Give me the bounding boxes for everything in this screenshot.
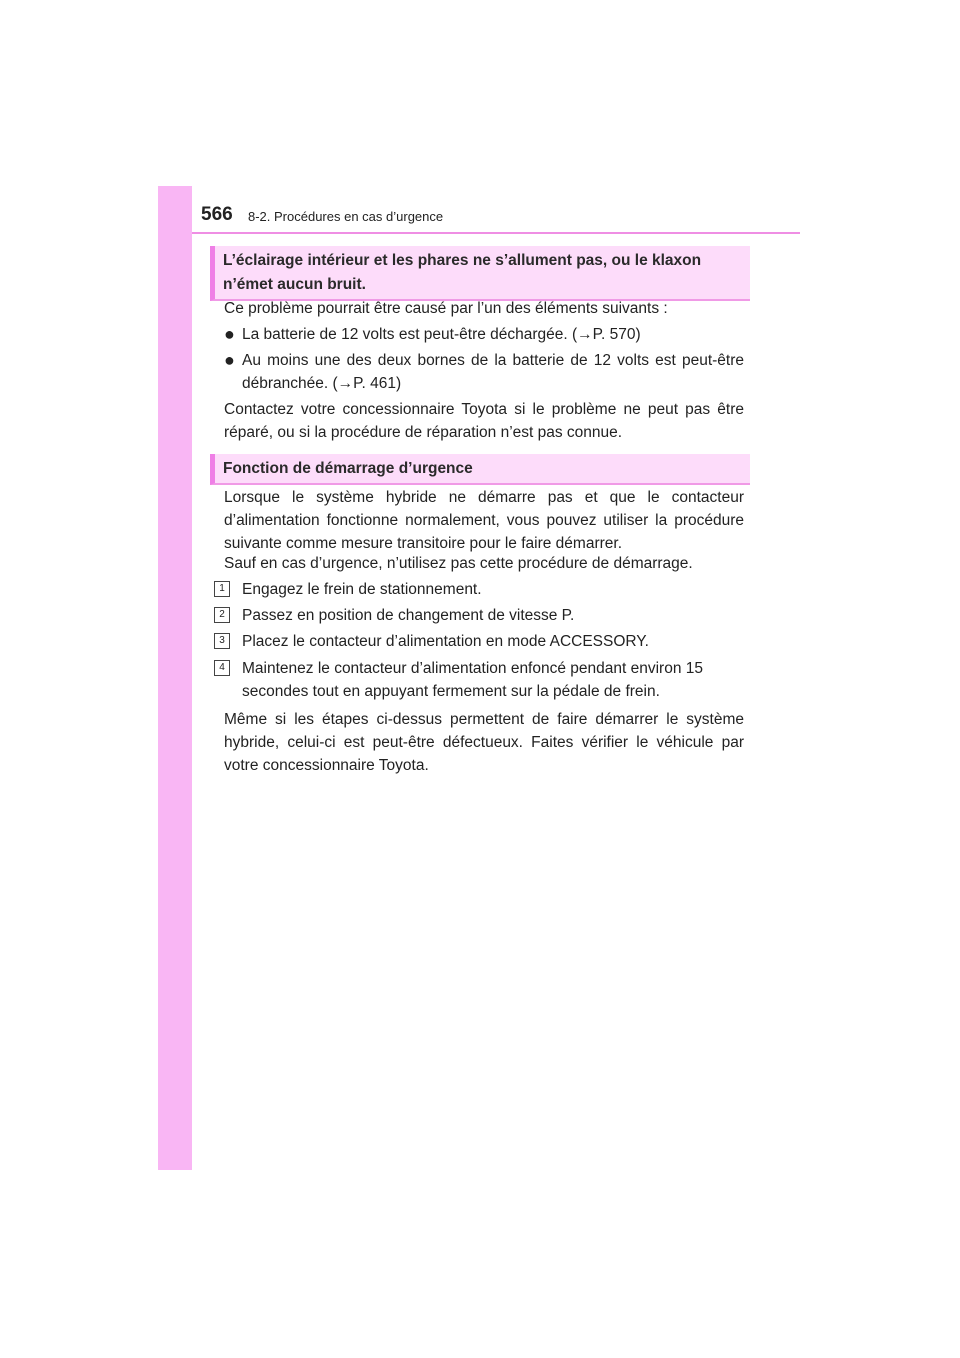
section-heading-lighting <box>210 246 750 301</box>
section-heading-title: Fonction de démarrage d’urgence <box>223 460 473 477</box>
step-text: Engagez le frein de stationnement. <box>242 581 482 598</box>
bullet-text: La batterie de 12 volts est peut-être déchargée. (→P. 570) <box>242 326 641 343</box>
side-band <box>158 186 192 1170</box>
step-item <box>214 578 744 601</box>
step-item <box>214 604 744 627</box>
step-item <box>214 657 744 703</box>
section-heading-emergency-start <box>210 454 750 485</box>
step-number: 3 <box>214 633 230 649</box>
section1-intro: Ce problème pourrait être causé par l’un des éléments suivants : <box>224 300 668 317</box>
section2-intro: Lorsque le système hybride ne démarre pas et que le contacteur d’alimentation fonctionne normalement, vous pouvez utiliser la procédure suivante comme mesure transitoire pour le faire démarrer. <box>224 489 744 552</box>
step-number: 2 <box>214 607 230 623</box>
section-heading-line1: L’éclairage intérieur et les phares ne s’allument pas, ou le klaxon <box>223 252 702 269</box>
bullet-item <box>224 323 744 346</box>
bullet-icon: ● <box>224 350 235 370</box>
section2-conclusion: Même si les étapes ci-dessus permettent de faire démarrer le système hybride, celui-ci est peut-être défectueux. Faites vérifier le véhicule par votre concessionnaire Toyota. <box>224 711 744 774</box>
step-number: 1 <box>214 581 230 597</box>
chapter-title: 8-2. Procédures en cas d’urgence <box>248 209 444 224</box>
bullet-icon: ● <box>224 324 235 344</box>
section1-conclusion: Contactez votre concessionnaire Toyota si le problème ne peut pas être réparé, ou si la procédure de réparation n’est pas connue. <box>224 401 744 441</box>
header-rule <box>192 232 800 234</box>
bullet-item <box>224 349 744 395</box>
step-text: Passez en position de changement de vitesse P. <box>242 607 575 624</box>
section2-warning: Sauf en cas d’urgence, n’utilisez pas cette procédure de démarrage. <box>224 555 693 572</box>
step-number: 4 <box>214 660 230 676</box>
page-number: 566 <box>201 204 233 225</box>
step-item <box>214 630 744 653</box>
bullet-text: Au moins une des deux bornes de la batterie de 12 volts est peut-être débranchée. (→P. 461) <box>242 352 744 392</box>
step-text: Placez le contacteur d’alimentation en mode ACCESSORY. <box>242 633 649 650</box>
section-heading-line2: n’émet aucun bruit. <box>223 276 366 293</box>
step-text: Maintenez le contacteur d’alimentation enfoncé pendant environ 15 secondes tout en appuyant fermement sur la pédale de frein. <box>242 660 704 700</box>
